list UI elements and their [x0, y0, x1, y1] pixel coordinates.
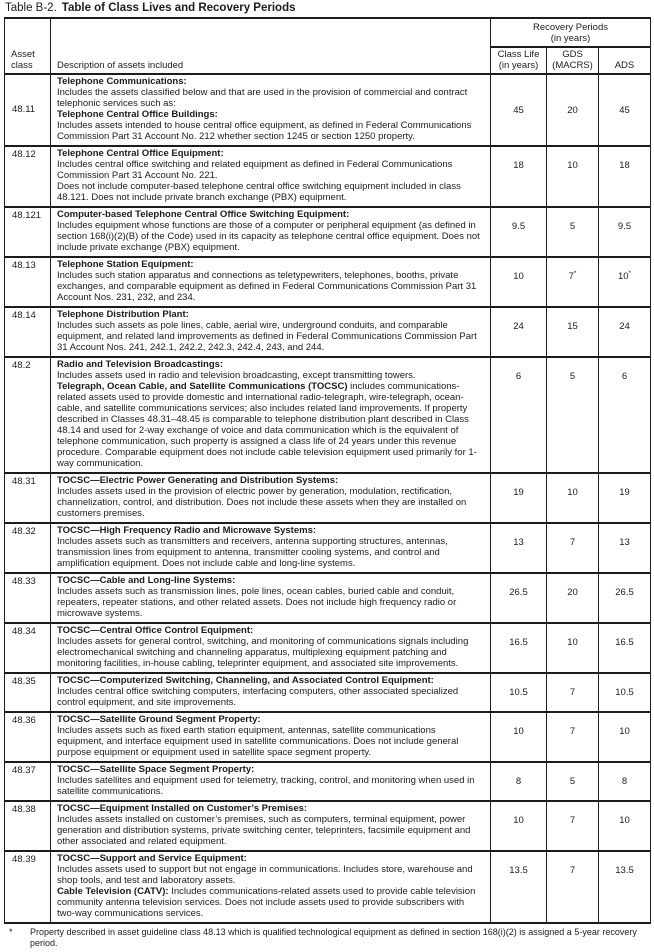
description-text-segment: Includes assets intended to house central office equipment, as defined in Federal Communications Commission Part 31 Account No. 212 whether section 1245 or section 1250 property.	[57, 120, 472, 142]
footnote-reference: *	[628, 269, 632, 277]
ads-value: 10	[599, 801, 651, 851]
description-text-segment: Includes assets used to support but not engage in communications. Includes store, warehouse and shop tools, and test and laboratory assets.	[57, 864, 473, 886]
asset-class-cell: 48.2	[5, 357, 51, 473]
table-row	[5, 851, 651, 923]
description-heading-segment: TOCSC—Support and Service Equipment:	[57, 853, 247, 864]
description-heading-segment: TOCSC—Satellite Ground Segment Property:	[57, 714, 261, 725]
description-text-segment: Includes equipment whose functions are those of a computer or peripheral equipment (as defined in section 168(i)(2)(B) of the Code) used in its capacity as telephone central office equipment. Does not include private exchange (PBX) equipment.	[57, 220, 480, 253]
class-lives-table	[4, 17, 651, 924]
footnote-text: Property described in asset guideline class 48.13 which is qualified technological equipment as defined in section 168(i)(2) is assigned a 5-year recovery period.	[30, 927, 637, 948]
ads-value: 18	[599, 146, 651, 207]
ads-value: 16.5	[599, 623, 651, 673]
description-heading-segment: Telephone Communications:	[57, 76, 187, 87]
description-text-segment: Does not include computer-based telephone central office switching equipment included in class 48.121. Does not include private branch exchange (PBX) equipment.	[57, 181, 461, 203]
gds-value: 7	[547, 801, 599, 851]
table-row	[5, 257, 651, 307]
gds-value: 5	[547, 762, 599, 801]
header-ads: ADS	[599, 47, 651, 74]
table-row	[5, 207, 651, 257]
description-heading-segment: TOCSC—Electric Power Generating and Distribution Systems:	[57, 475, 339, 486]
description-heading-segment: Computer-based Telephone Central Office Switching Equipment:	[57, 209, 350, 220]
table-row	[5, 673, 651, 712]
gds-value: 7	[547, 523, 599, 573]
description-cell	[51, 146, 491, 207]
description-heading-segment: Cable Television (CATV): Includes communications-related assets used to provide cable television community antenna television services. Does not include assets used to provide subscribers with two-way communications services.	[57, 886, 476, 919]
description-heading-segment: TOCSC—Central Office Control Equipment:	[57, 625, 254, 636]
asset-class-cell: 48.38	[5, 801, 51, 851]
ads-value: 26.5	[599, 573, 651, 623]
table-number: Table B-2.	[5, 2, 57, 14]
description-heading-segment: Radio and Television Broadcastings:	[57, 359, 224, 370]
description-heading-segment: Telephone Distribution Plant:	[57, 309, 189, 320]
class-life-value: 10	[491, 801, 547, 851]
class-life-value: 19	[491, 473, 547, 523]
description-cell	[51, 74, 491, 146]
footnote-reference: *	[573, 269, 577, 277]
description-text-segment: Includes such assets as pole lines, cable, aerial wire, underground conduits, and comparable equipment, and related land improvements as defined in Federal Communications Commission Part 31 Account Nos. 241, 242.1, 242.2, 242.3, 242.4, 243, and 244.	[57, 320, 477, 353]
table-row	[5, 712, 651, 762]
description-cell	[51, 573, 491, 623]
description-text-segment: Includes assets such as transmission lines, pole lines, ocean cables, buried cable and conduit, repeaters, repeater stations, and other related assets. Does not include high frequency radio or microwave systems.	[57, 586, 457, 619]
asset-class-cell: 48.14	[5, 307, 51, 357]
table-row	[5, 762, 651, 801]
description-heading-segment: TOCSC—Cable and Long-line Systems:	[57, 575, 236, 586]
class-life-value: 9.5	[491, 207, 547, 257]
description-cell	[51, 623, 491, 673]
gds-value: 7	[547, 851, 599, 923]
description-text-segment: Includes assets such as fixed earth station equipment, antennas, satellite communications equipment, and interface equipment used in satellite communications. Does not include general purpose equipment or equipment used in satellite space segment property.	[57, 725, 459, 758]
table-row	[5, 473, 651, 523]
ads-value: 24	[599, 307, 651, 357]
gds-value: 10	[547, 473, 599, 523]
class-life-value: 45	[491, 74, 547, 146]
class-life-value: 10	[491, 257, 547, 307]
class-life-value: 10	[491, 712, 547, 762]
table-row	[5, 146, 651, 207]
header-asset-class: Asset class	[5, 18, 51, 74]
header-description: Description of assets included	[51, 18, 491, 74]
gds-value: 10	[547, 146, 599, 207]
description-text-segment: Includes the assets classified below and that are used in the provision of commercial and contract telephonic services such as:	[57, 87, 468, 109]
class-life-value: 18	[491, 146, 547, 207]
header-gds: GDS (MACRS)	[547, 47, 599, 74]
table-body	[5, 74, 651, 923]
table-title: Table of Class Lives and Recovery Periods	[61, 2, 296, 14]
asset-class-cell: 48.36	[5, 712, 51, 762]
gds-value: 15	[547, 307, 599, 357]
ads-value: 45	[599, 74, 651, 146]
gds-value: 20	[547, 573, 599, 623]
description-text-segment: Includes assets for general control, switching, and monitoring of communications signals including electromechanical switching and channeling apparatus, multiplexing equipment patching and monitoring facilities, in-house cabling, teleprinter equipment, and associated site improvements.	[57, 636, 469, 669]
description-cell	[51, 207, 491, 257]
ads-value: 13	[599, 523, 651, 573]
description-cell	[51, 307, 491, 357]
gds-value: 5	[547, 207, 599, 257]
table-row	[5, 523, 651, 573]
asset-class-cell: 48.31	[5, 473, 51, 523]
class-life-value: 13	[491, 523, 547, 573]
description-cell	[51, 257, 491, 307]
asset-class-cell: 48.39	[5, 851, 51, 923]
asset-class-cell: 48.37	[5, 762, 51, 801]
description-text-segment: Includes assets used in the provision of electric power by generation, modulation, rectification, channelization, control, and distribution. Does not include these assets when they are installed on customers premises.	[57, 486, 467, 519]
description-text-segment: Includes assets installed on customer’s premises, such as computers, terminal equipment, power generation and distribution systems, private switching center, teleprinters, facsimile equipment and other associated and related equipment.	[57, 814, 471, 847]
table-row	[5, 573, 651, 623]
asset-class-cell: 48.13	[5, 257, 51, 307]
asset-class-cell: 48.33	[5, 573, 51, 623]
class-life-value: 10.5	[491, 673, 547, 712]
description-text-segment: Includes assets used in radio and television broadcasting, except transmitting towers.	[57, 370, 416, 381]
header-recovery-periods: Recovery Periods (in years)	[491, 18, 651, 47]
description-cell	[51, 762, 491, 801]
description-heading-segment: TOCSC—Computerized Switching, Channeling, and Associated Control Equipment:	[57, 675, 434, 686]
ads-value: 10.5	[599, 673, 651, 712]
header-class-life: Class Life (in years)	[491, 47, 547, 74]
class-life-value: 24	[491, 307, 547, 357]
description-cell	[51, 673, 491, 712]
description-cell	[51, 851, 491, 923]
ads-value: 6	[599, 357, 651, 473]
asset-class-cell: 48.32	[5, 523, 51, 573]
class-life-value: 6	[491, 357, 547, 473]
table-row	[5, 357, 651, 473]
description-heading-segment: TOCSC—High Frequency Radio and Microwave Systems:	[57, 525, 317, 536]
asset-class-cell: 48.11	[5, 74, 51, 146]
class-life-value: 26.5	[491, 573, 547, 623]
page-title	[5, 2, 651, 15]
description-heading-segment: Telephone Central Office Buildings:	[57, 109, 218, 120]
ads-value: 19	[599, 473, 651, 523]
table-row	[5, 74, 651, 146]
description-heading-segment: Telegraph, Ocean Cable, and Satellite Communications (TOCSC) includes communications-related assets used to provide domestic and international radio-telegraph, wire-telegraph, ocean-cable, and satellite communications services; also includes related land improvements. If property described in Classes 48.31–48.45 is comparable to telephone distribution plant described in Class 48.14 and used for 2-way exchange of voice and data communication which is the equivalent of telephone communication, such property is assigned a class life of 24 years under this revenue procedure. Comparable equipment does not include cable television equipment used primarily for 1-way communication.	[57, 381, 477, 469]
table-header	[5, 18, 651, 74]
description-cell	[51, 523, 491, 573]
description-heading-segment: TOCSC—Equipment Installed on Customer’s Premises:	[57, 803, 308, 814]
description-cell	[51, 801, 491, 851]
ads-value: 10*	[599, 257, 651, 307]
gds-value: 7*	[547, 257, 599, 307]
table-row	[5, 623, 651, 673]
class-life-value: 13.5	[491, 851, 547, 923]
description-text-segment: Includes central office switching computers, interfacing computers, other associated specialized control equipment, and site improvements.	[57, 686, 459, 708]
gds-value: 20	[547, 74, 599, 146]
table-row	[5, 801, 651, 851]
asset-class-cell: 48.35	[5, 673, 51, 712]
description-text-segment: Includes satellites and equipment used for telemetry, tracking, control, and monitoring when used in satellite communications.	[57, 775, 475, 797]
description-cell	[51, 357, 491, 473]
description-heading-segment: Telephone Station Equipment:	[57, 259, 194, 270]
footnote-marker: *	[9, 927, 13, 937]
asset-class-cell: 48.12	[5, 146, 51, 207]
gds-value: 7	[547, 673, 599, 712]
class-life-value: 16.5	[491, 623, 547, 673]
ads-value: 8	[599, 762, 651, 801]
ads-value: 10	[599, 712, 651, 762]
description-cell	[51, 473, 491, 523]
ads-value: 13.5	[599, 851, 651, 923]
asset-class-cell: 48.34	[5, 623, 51, 673]
gds-value: 5	[547, 357, 599, 473]
ads-value: 9.5	[599, 207, 651, 257]
description-heading-segment: TOCSC—Satellite Space Segment Property:	[57, 764, 255, 775]
description-text-segment: Includes assets such as transmitters and receivers, antenna supporting structures, antennas, transmission lines from equipment to antenna, transmitter cooling systems, and control and amplification equipment. Does not include cable and long-line systems.	[57, 536, 448, 569]
table-row	[5, 307, 651, 357]
gds-value: 10	[547, 623, 599, 673]
asset-class-cell: 48.121	[5, 207, 51, 257]
class-life-value: 8	[491, 762, 547, 801]
footnote	[4, 927, 651, 948]
gds-value: 7	[547, 712, 599, 762]
description-cell	[51, 712, 491, 762]
description-text-segment: Includes such station apparatus and connections as teletypewriters, telephones, booths, private exchanges, and comparable equipment as defined in Federal Communications Commission Part 31 Account Nos. 231, 232, and 234.	[57, 270, 477, 303]
description-text-segment: Includes central office switching and related equipment as defined in Federal Communications Commission Part 31 Account No. 221.	[57, 159, 453, 181]
description-heading-segment: Telephone Central Office Equipment:	[57, 148, 224, 159]
